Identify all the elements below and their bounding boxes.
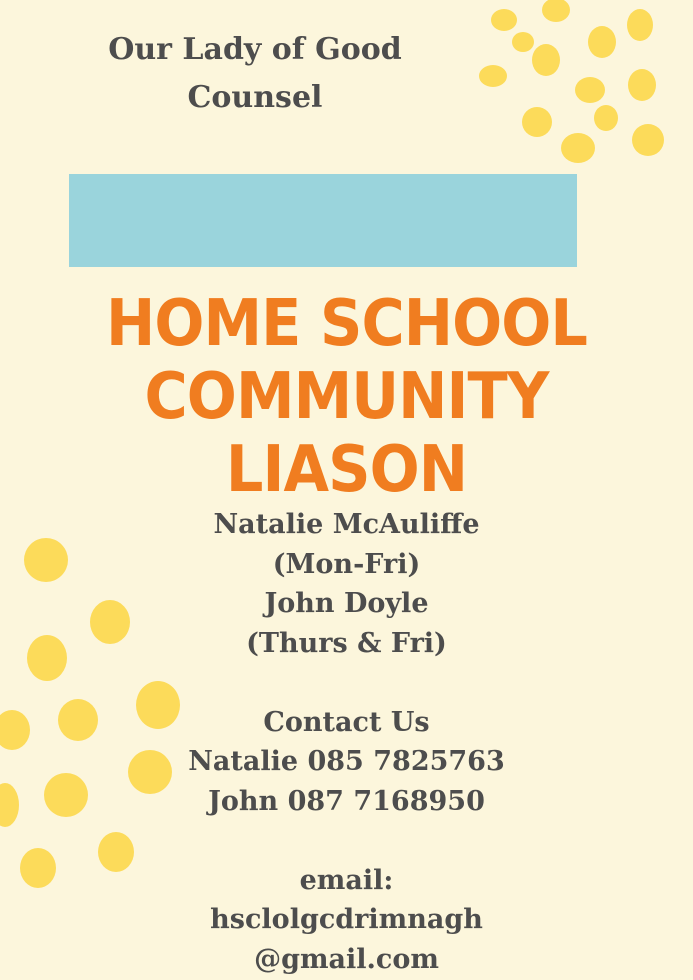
headline-line1: HOME SCHOOL [105,287,588,361]
spacer [80,821,613,861]
email-user[interactable]: hsclolgcdrimnagh [210,904,483,935]
contact-heading: Contact Us [263,706,430,738]
info-block [80,505,613,979]
staff-name-natalie: Natalie McAuliffe [213,509,480,540]
email-label: email: [299,864,394,896]
headline-line2: COMMUNITY [144,360,549,434]
staff-days-natalie: (Mon-Fri) [272,548,421,580]
contact-phone-natalie: Natalie 085 7825763 [188,746,505,777]
blue-banner [69,174,577,267]
email-domain[interactable]: @gmail.com [254,943,439,975]
headline-line3: LIASON [225,433,468,507]
school-name-line2: Counsel [187,80,323,115]
school-name [60,26,450,122]
staff-name-john: John Doyle [264,588,429,619]
staff-days-john: (Thurs & Fri) [246,627,447,659]
contact-phone-john: John 087 7168950 [208,785,485,817]
school-name-line1: Our Lady of Good [108,32,402,67]
top-right-dot-cluster [479,0,664,163]
headline [28,288,666,507]
spacer [80,663,613,703]
